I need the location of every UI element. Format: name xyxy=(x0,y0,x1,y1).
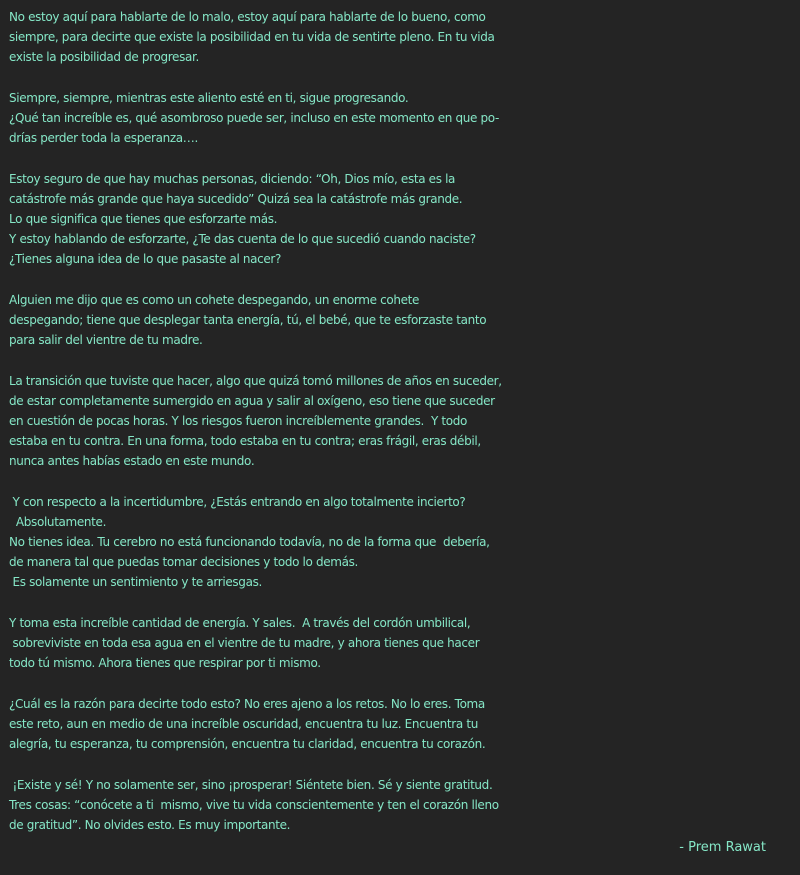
text-line: Estoy seguro de que hay muchas personas, diciendo: “Oh, Dios mío, esta es la xyxy=(9,172,456,186)
text-line: este reto, aun en medio de una increíble oscuridad, encuentra tu luz. Encuentra tu xyxy=(9,717,478,731)
text-line: Es solamente un sentimiento y te arriesgas. xyxy=(9,575,262,589)
paragraph-2 xyxy=(9,88,795,148)
text-line: ¿Qué tan increíble es, qué asombroso puede ser, incluso en este momento en que po- xyxy=(9,111,499,125)
text-line: Y estoy hablando de esforzarte, ¿Te das cuenta de lo que sucedió cuando naciste? xyxy=(9,232,476,246)
text-line: de estar completamente sumergido en agua y salir al oxígeno, eso tiene que suceder xyxy=(9,394,495,408)
text-line: en cuestión de pocas horas. Y los riesgos fueron increíblemente grandes. Y todo xyxy=(9,414,468,428)
text-line: Siempre, siempre, mientras este aliento esté en ti, sigue progresando. xyxy=(9,91,409,105)
paragraph-7 xyxy=(9,613,795,673)
paragraph-3 xyxy=(9,169,795,269)
text-line: para salir del vientre de tu madre. xyxy=(9,333,203,347)
text-line: estaba en tu contra. En una forma, todo estaba en tu contra; eras frágil, eras débil, xyxy=(9,434,481,448)
text-line: Tres cosas: “conócete a ti mismo, vive tu vida conscientemente y ten el corazón lleno xyxy=(9,798,499,812)
text-line: drías perder toda la esperanza…. xyxy=(9,131,198,145)
text-line: sobreviviste en toda esa agua en el vientre de tu madre, y ahora tienes que hacer xyxy=(9,636,480,650)
text-line: ¡Existe y sé! Y no solamente ser, sino ¡prosperar! Siéntete bien. Sé y siente gratitud. xyxy=(9,778,493,792)
text-line: de manera tal que puedas tomar decisiones y todo lo demás. xyxy=(9,555,359,569)
text-line: catástrofe más grande que haya sucedido” Quizá sea la catástrofe más grande. xyxy=(9,192,463,206)
text-line: despegando; tiene que desplegar tanta energía, tú, el bebé, que te esforzaste tanto xyxy=(9,313,487,327)
quote-text xyxy=(9,7,795,856)
text-line: ¿Tienes alguna idea de lo que pasaste al nacer? xyxy=(9,252,282,266)
author-signature: - Prem Rawat xyxy=(679,840,766,855)
text-line: alegría, tu esperanza, tu comprensión, encuentra tu claridad, encuentra tu corazón. xyxy=(9,737,486,751)
text-line: No tienes idea. Tu cerebro no está funcionando todavía, no de la forma que debería, xyxy=(9,535,490,549)
text-line: La transición que tuviste que hacer, algo que quizá tomó millones de años en suceder, xyxy=(9,374,502,388)
text-line: Lo que significa que tienes que esforzarte más. xyxy=(9,212,278,226)
text-line: No estoy aquí para hablarte de lo malo, estoy aquí para hablarte de lo bueno, como xyxy=(9,10,486,24)
text-line: Absolutamente. xyxy=(9,515,107,529)
text-line: Y toma esta increíble cantidad de energía. Y sales. A través del cordón umbilical, xyxy=(9,616,471,630)
paragraph-8 xyxy=(9,694,795,754)
text-line: todo tú mismo. Ahora tienes que respirar por ti mismo. xyxy=(9,656,321,670)
text-line: Y con respecto a la incertidumbre, ¿Estás entrando en algo totalmente incierto? xyxy=(9,495,466,509)
paragraph-4 xyxy=(9,290,795,350)
text-line: Alguien me dijo que es como un cohete despegando, un enorme cohete xyxy=(9,293,420,307)
text-line: de gratitud”. No olvides esto. Es muy importante. xyxy=(9,818,291,832)
paragraph-9 xyxy=(9,775,795,835)
paragraph-1 xyxy=(9,7,795,67)
paragraph-6 xyxy=(9,492,795,592)
text-line: siempre, para decirte que existe la posibilidad en tu vida de sentirte pleno. En tu vida xyxy=(9,30,495,44)
text-line: ¿Cuál es la razón para decirte todo esto? No eres ajeno a los retos. No lo eres. Toma xyxy=(9,697,485,711)
text-line: existe la posibilidad de progresar. xyxy=(9,50,199,64)
text-line: nunca antes habías estado en este mundo. xyxy=(9,454,255,468)
paragraph-5 xyxy=(9,371,795,471)
